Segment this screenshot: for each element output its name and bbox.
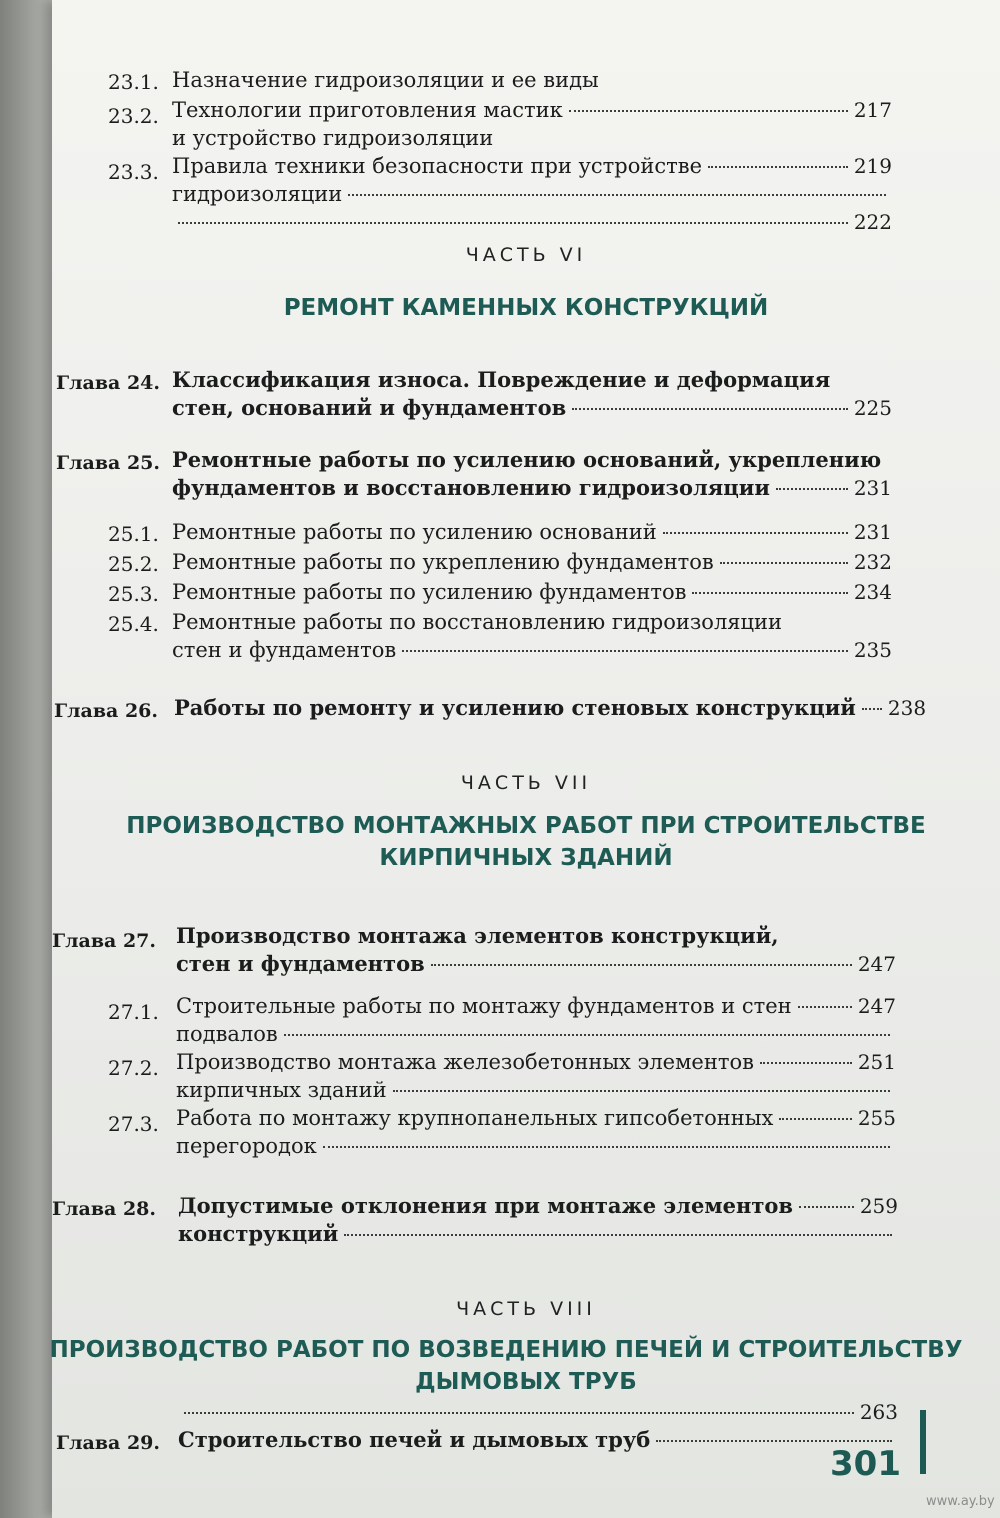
section-number: 27.1.	[108, 1000, 159, 1024]
entry-text: конструкций	[178, 1221, 339, 1246]
chapter-label: Глава 25.	[56, 452, 161, 474]
toc-entry-25-4[interactable]	[172, 608, 892, 664]
page-ref: 238	[887, 696, 927, 720]
entry-text: и устройство гидроизоляции	[172, 126, 494, 150]
page-ref: 222	[853, 210, 892, 234]
chapter-label: Глава 29.	[56, 1432, 161, 1454]
page-number-bar	[920, 1410, 926, 1474]
entry-text: Назначение гидроизоляции и ее виды	[172, 68, 599, 92]
page-ref: 225	[853, 396, 892, 420]
part-title-line-2: КИРПИЧНЫХ ЗДАНИЙ	[379, 845, 673, 871]
toc-entry-chapter-27[interactable]	[176, 922, 896, 978]
entry-text: Ремонтные работы по усилению фундаментов	[172, 580, 687, 604]
page-ref: 217	[853, 98, 892, 122]
leader-dots	[569, 110, 848, 112]
entry-text: Работа по монтажу крупнопанельных гипсобетонных	[176, 1106, 774, 1130]
toc-entry-chapter-28[interactable]	[178, 1192, 898, 1248]
toc-entry-chapter-29[interactable]	[178, 1398, 898, 1454]
entry-text: Производство монтажа элементов конструкций,	[176, 923, 779, 948]
section-number: 27.3.	[108, 1112, 159, 1136]
book-page	[49, 0, 1000, 1518]
leader-dots	[779, 1118, 852, 1120]
part-title-line-2: ДЫМОВЫХ ТРУБ	[415, 1369, 637, 1395]
chapter-label: Глава 28.	[52, 1198, 157, 1220]
section-number: 23.3.	[108, 160, 159, 184]
leader-dots	[572, 408, 848, 410]
leader-dots	[862, 708, 882, 710]
leader-dots	[344, 1234, 892, 1236]
part-label: ЧАСТЬ VI	[465, 244, 587, 266]
leader-dots	[348, 194, 886, 196]
part-title-line-1: ПРОИЗВОДСТВО РАБОТ ПО ВОЗВЕДЕНИЮ ПЕЧЕЙ И СТРОИТЕЛЬСТВУ	[49, 1337, 963, 1363]
section-number: 23.2.	[108, 104, 159, 128]
part-title-line-1: ПРОИЗВОДСТВО МОНТАЖНЫХ РАБОТ ПРИ СТРОИТЕЛЬСТВЕ	[126, 813, 926, 839]
entry-text: гидроизоляции	[172, 182, 343, 206]
leader-dots	[692, 592, 847, 594]
leader-dots	[798, 1006, 852, 1008]
section-number: 27.2.	[108, 1056, 159, 1080]
entry-text: Классификация износа. Повреждение и деформация	[172, 367, 831, 392]
page-ref: 259	[859, 1194, 898, 1218]
toc-entry-25-1[interactable]	[172, 518, 892, 546]
entry-text: Правила техники безопасности при устройстве	[172, 154, 703, 178]
leader-dots	[799, 1206, 854, 1208]
entry-text: стен и фундаментов	[176, 951, 425, 976]
page-ref: 234	[853, 580, 892, 604]
leader-dots	[776, 488, 848, 490]
part-label: ЧАСТЬ VIII	[456, 1298, 596, 1320]
leader-dots	[431, 964, 852, 966]
leader-dots	[184, 1412, 854, 1414]
toc-entry-23-1[interactable]	[172, 66, 892, 94]
chapter-label: Глава 26.	[54, 700, 159, 722]
toc-entry-chapter-25[interactable]	[172, 446, 892, 502]
toc-entry-25-3[interactable]	[172, 578, 892, 606]
leader-dots	[760, 1062, 852, 1064]
entry-text: стен, оснований и фундаментов	[172, 395, 567, 420]
chapter-label: Глава 24.	[56, 372, 161, 394]
page-ref: 251	[857, 1050, 896, 1074]
page-ref: 263	[859, 1400, 898, 1424]
section-number: 25.2.	[108, 552, 159, 576]
entry-text: фундаментов и восстановлению гидроизоляции	[172, 475, 770, 500]
toc-entry-23-2[interactable]	[172, 96, 892, 152]
toc-entry-27-3[interactable]	[176, 1104, 896, 1160]
section-number: 23.1.	[108, 70, 159, 94]
chapter-label: Глава 27.	[52, 930, 157, 952]
entry-text: Строительство печей и дымовых труб	[178, 1427, 651, 1452]
toc-entry-chapter-24[interactable]	[172, 366, 892, 422]
entry-text: Технологии приготовления мастик	[172, 98, 563, 122]
section-number: 25.3.	[108, 582, 159, 606]
entry-text: Допустимые отклонения при монтаже элементов	[178, 1193, 793, 1218]
page-ref: 247	[857, 952, 896, 976]
entry-text: Ремонтные работы по восстановлению гидроизоляции	[172, 610, 783, 634]
watermark: www.ay.by	[926, 1494, 995, 1509]
leader-dots	[393, 1090, 890, 1092]
leader-dots	[402, 650, 848, 652]
entry-text: Ремонтные работы по усилению оснований	[172, 520, 657, 544]
page-ref: 219	[853, 154, 892, 178]
leader-dots	[663, 532, 848, 534]
section-number: 25.1.	[108, 522, 159, 546]
part-title: РЕМОНТ КАМЕННЫХ КОНСТРУКЦИЙ	[283, 295, 769, 321]
part-label: ЧАСТЬ VII	[460, 772, 592, 794]
entry-text: перегородок	[176, 1134, 317, 1158]
toc-entry-25-2[interactable]	[172, 548, 892, 576]
page-ref: 231	[853, 520, 892, 544]
toc-entry-23-3[interactable]	[172, 152, 892, 236]
entry-text: стен и фундаментов	[172, 638, 397, 662]
page-ref: 232	[853, 550, 892, 574]
entry-text: Ремонтные работы по усилению оснований, укреплению	[172, 447, 882, 472]
toc-entry-27-1[interactable]	[176, 992, 896, 1048]
page-ref: 255	[857, 1106, 896, 1130]
adjacent-page-edge	[0, 0, 52, 1518]
entry-text: Производство монтажа железобетонных элементов	[176, 1050, 754, 1074]
entry-text: кирпичных зданий	[176, 1078, 387, 1102]
toc-entry-27-2[interactable]	[176, 1048, 896, 1104]
page-number: 301	[830, 1444, 901, 1484]
leader-dots	[708, 166, 848, 168]
leader-dots	[284, 1034, 890, 1036]
leader-dots	[178, 222, 848, 224]
leader-dots	[656, 1440, 892, 1442]
section-number: 25.4.	[108, 612, 159, 636]
page-ref: 231	[853, 476, 892, 500]
entry-text: Работы по ремонту и усилению стеновых конструкций	[174, 695, 856, 720]
leader-dots	[323, 1146, 890, 1148]
entry-text: Строительные работы по монтажу фундаментов и стен	[176, 994, 792, 1018]
entry-text: подвалов	[176, 1022, 278, 1046]
page-ref: 247	[857, 994, 896, 1018]
toc-entry-chapter-26[interactable]	[174, 694, 927, 722]
page-ref: 235	[853, 638, 892, 662]
leader-dots	[720, 562, 848, 564]
entry-text: Ремонтные работы по укреплению фундаментов	[172, 550, 714, 574]
